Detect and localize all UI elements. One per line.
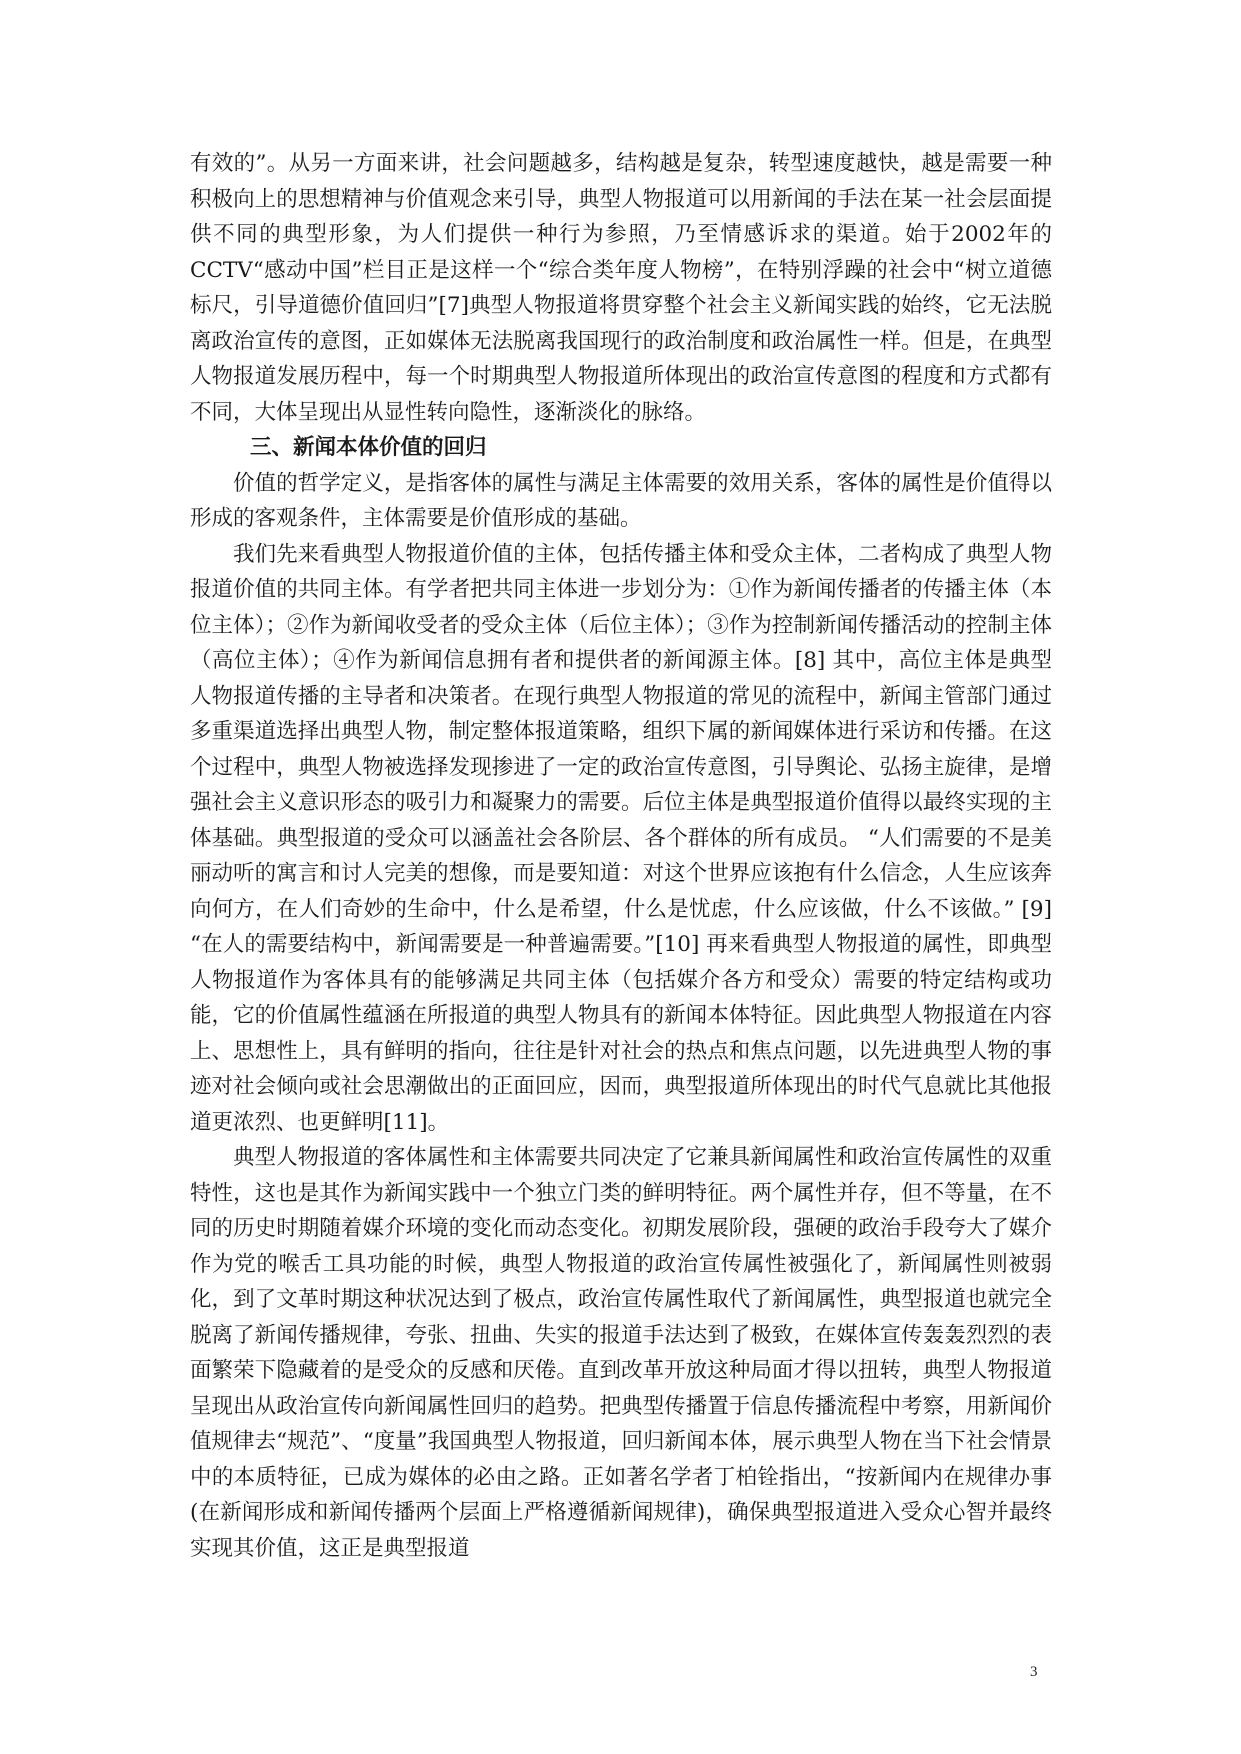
page-body <box>190 146 1052 1566</box>
page-number: 3 <box>1030 1664 1038 1680</box>
paragraph-dual-attributes: 典型人物报道的客体属性和主体需要共同决定了它兼具新闻属性和政治宣传属性的双重特性，这也是其作为新闻实践中一个独立门类的鲜明特征。两个属性并存，但不等量，在不同的历史时期随着媒介环境的变化而动态变化。初期发展阶段，强硬的政治手段夸大了媒介作为党的喉舌工具功能的时候，典型人物报道的政治宣传属性被强化了，新闻属性则被弱化，到了文革时期这种状况达到了极点，政治宣传属性取代了新闻属性，典型报道也就完全脱离了新闻传播规律，夸张、扭曲、失实的报道手法达到了极致，在媒体宣传轰轰烈烈的表面繁荣下隐藏着的是受众的反感和厌倦。直到改革开放这种局面才得以扭转，典型人物报道呈现出从政治宣传向新闻属性回归的趋势。把典型传播置于信息传播流程中考察，用新闻价值规律去“规范”、“度量”我国典型人物报道，回归新闻本体，展示典型人物在当下社会情景中的本质特征，已成为媒体的必由之路。正如著名学者丁柏铨指出，“按新闻内在规律办事(在新闻形成和新闻传播两个层面上严格遵循新闻规律)，确保典型报道进入受众心智并最终实现其价值，这正是典型报道 <box>190 1145 1052 1561</box>
paragraph-value-definition: 价值的哲学定义，是指客体的属性与满足主体需要的效用关系，客体的属性是价值得以形成的客观条件，主体需要是价值形成的基础。 <box>190 470 1052 531</box>
section-heading: 三、新闻本体价值的回归 <box>250 435 487 460</box>
paragraph-continuation: 有效的”。从另一方面来讲，社会问题越多，结构越是复杂，转型速度越快，越是需要一种积极向上的思想精神与价值观念来引导，典型人物报道可以用新闻的手法在某一社会层面提供不同的典型形象，为人们提供一种行为参照，乃至情感诉求的渠道。始于2002年的CCTV“感动中国”栏目正是这样一个“综合类年度人物榜”，在特别浮躁的社会中“树立道德标尺，引导道德价值回归”[7]典型人物报道将贯穿整个社会主义新闻实践的始终，它无法脱离政治宣传的意图，正如媒体无法脱离我国现行的政治制度和政治属性一样。但是，在典型人物报道发展历程中，每一个时期典型人物报道所体现出的政治宣传意图的程度和方式都有不同，大体呈现出从显性转向隐性，逐渐淡化的脉络。 <box>190 151 1052 425</box>
paragraph-value-subject: 我们先来看典型人物报道价值的主体，包括传播主体和受众主体，二者构成了典型人物报道价值的共同主体。有学者把共同主体进一步划分为：①作为新闻传播者的传播主体（本位主体）；②作为新闻收受者的受众主体（后位主体）；③作为控制新闻传播活动的控制主体（高位主体）；④作为新闻信息拥有者和提供者的新闻源主体。[8] 其中，高位主体是典型人物报道传播的主导者和决策者。在现行典型人物报道的常见的流程中，新闻主管部门通过多重渠道选择出典型人物，制定整体报道策略，组织下属的新闻媒体进行采访和传播。在这个过程中，典型人物被选择发现掺进了一定的政治宣传意图，引导舆论、弘扬主旋律，是增强社会主义意识形态的吸引力和凝聚力的需要。后位主体是典型报道价值得以最终实现的主体基础。典型报道的受众可以涵盖社会各阶层、各个群体的所有成员。 “人们需要的不是美丽动听的寓言和讨人完美的想像，而是要知道：对这个世界应该抱有什么信念，人生应该奔向何方，在人们奇妙的生命中，什么是希望，什么是忧虑，什么应该做，什么不该做。” [9] “在人的需要结构中，新闻需要是一种普遍需要。”[10] 再来看典型人物报道的属性，即典型人物报道作为客体具有的能够满足共同主体（包括媒介各方和受众）需要的特定结构或功能，它的价值属性蕴涵在所报道的典型人物具有的新闻本体特征。因此典型人物报道在内容上、思想性上，具有鲜明的指向，往往是针对社会的热点和焦点问题，以先进典型人物的事迹对社会倾向或社会思潮做出的正面回应，因而，典型报道所体现出的时代气息就比其他报道更浓烈、也更鲜明[11]。 <box>190 541 1052 1135</box>
